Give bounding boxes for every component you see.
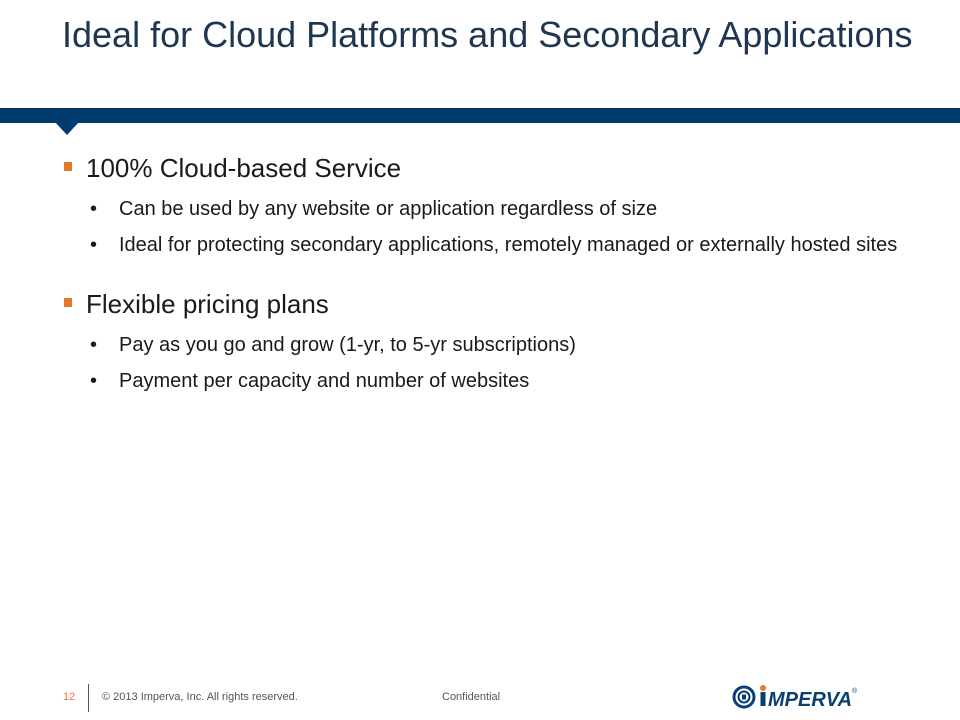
section-heading bbox=[62, 150, 922, 186]
bullet-item bbox=[62, 369, 922, 394]
section-heading-text: Flexible pricing plans bbox=[86, 289, 329, 319]
header-band-notch bbox=[55, 122, 79, 135]
slide-title: Ideal for Cloud Platforms and Secondary Applications bbox=[62, 14, 913, 55]
bullet-text: Payment per capacity and number of websites bbox=[119, 370, 530, 392]
slide-footer bbox=[0, 680, 960, 714]
round-bullet-icon: • bbox=[90, 370, 98, 392]
square-bullet-icon bbox=[64, 162, 72, 171]
confidential-label: Confidential bbox=[442, 691, 501, 703]
slide-content bbox=[62, 150, 922, 394]
round-bullet-icon: • bbox=[90, 234, 98, 256]
section-heading bbox=[62, 286, 922, 322]
bullet-text: Pay as you go and grow (1-yr, to 5-yr subscriptions) bbox=[119, 334, 576, 356]
imperva-logo bbox=[732, 682, 902, 712]
round-bullet-icon: • bbox=[90, 334, 98, 356]
square-bullet-icon bbox=[64, 298, 72, 307]
bullet-item bbox=[62, 233, 922, 258]
svg-text:®: ® bbox=[852, 688, 858, 695]
bullet-item bbox=[62, 333, 922, 358]
bullet-text: Can be used by any website or application regardless of size bbox=[119, 198, 658, 220]
bullet-item bbox=[62, 197, 922, 222]
header-band bbox=[0, 108, 960, 123]
bullet-text: Ideal for protecting secondary applications, remotely managed or externally hosted sites bbox=[119, 234, 898, 256]
page-number: 12 bbox=[63, 691, 76, 703]
svg-text:MPERVA: MPERVA bbox=[768, 689, 853, 711]
round-bullet-icon: • bbox=[90, 198, 98, 220]
section-heading-text: 100% Cloud-based Service bbox=[86, 153, 402, 183]
footer-divider bbox=[88, 684, 89, 712]
copyright-text: © 2013 Imperva, Inc. All rights reserved. bbox=[102, 691, 298, 703]
